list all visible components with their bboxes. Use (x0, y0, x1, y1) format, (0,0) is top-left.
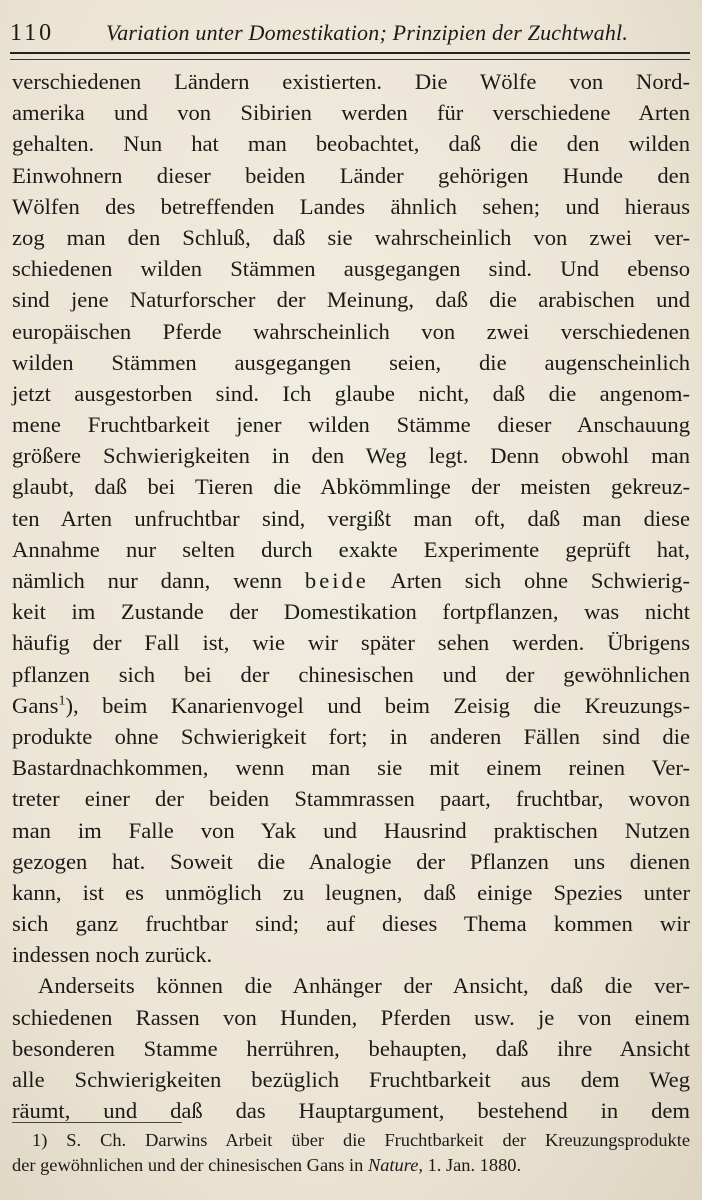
chapter-title: Variation unter Domestikation; Prinzipien der Zuchtwahl. (106, 20, 629, 45)
text-line: sind jene Naturforscher der Meinung, daß die arabischen und (12, 287, 690, 313)
text-run: nämlich nur dann, wenn (12, 568, 305, 593)
text-line: häufig der Fall ist, wie wir später sehen werden. Übrigens (12, 630, 690, 656)
text-run: ), beim Kanarienvogel und beim Zeisig die Kreuzungs- (65, 692, 690, 718)
text-run: 1. Jan. 1880. (422, 1155, 522, 1175)
text-line: man im Falle von Yak und Hausrind praktischen Nutzen (12, 817, 690, 843)
text-line: produkte ohne Schwierigkeit fort; in anderen Fällen sind die (12, 723, 690, 749)
text-line: gezogen hat. Soweit die Analogie der Pflanzen uns dienen (12, 848, 690, 874)
text-line: räumt, und daß das Hauptargument, bestehend in dem (12, 1098, 690, 1124)
text-line: glaubt, daß bei Tieren die Abkömmlinge der meisten gekreuz- (12, 474, 690, 500)
text-line: wilden Stämmen ausgegangen seien, die augenscheinlich (12, 349, 690, 375)
text-line: Wölfen des betreffenden Landes ähnlich sehen; und hieraus (12, 193, 690, 219)
journal-title: Nature, (367, 1155, 423, 1175)
text-line: kann, ist es unmöglich zu leugnen, daß einige Spezies unter (12, 879, 690, 905)
text-line: europäischen Pferde wahrscheinlich von zwei verschiedenen (12, 318, 690, 344)
text-run: Arten sich ohne Schwierig- (368, 568, 690, 593)
text-line: mene Fruchtbarkeit jener wilden Stämme dieser Anschauung (12, 412, 690, 438)
text-line: alle Schwierigkeiten bezüglich Fruchtbarkeit aus dem Weg (12, 1067, 690, 1092)
text-run: der gewöhnlichen und der chinesischen Gans in (12, 1155, 368, 1175)
text-run: Gans (12, 692, 59, 718)
text-line: Bastardnachkommen, wenn man sie mit einem reinen Ver- (12, 755, 690, 781)
paragraph (12, 66, 690, 970)
text-line: ten Arten unfruchtbar sind, vergißt man oft, daß man diese (12, 505, 690, 531)
text-line: schiedenen Rassen von Hunden, Pferden usw. je von einem (12, 1004, 690, 1030)
footnote (12, 1128, 690, 1178)
text-line: amerika und von Sibirien werden für verschiedene Arten (12, 100, 690, 126)
text-line: Anderseits können die Anhänger der Ansicht, daß die ver- (38, 973, 690, 999)
text-line (12, 690, 690, 721)
paragraph (12, 970, 690, 1126)
footnote-rule (12, 1122, 182, 1123)
page-number: 110 (10, 20, 55, 46)
text-line: schiedenen wilden Stämmen ausgegangen sind. Und ebenso (12, 256, 690, 282)
text-line: indessen noch zurück. (12, 942, 213, 968)
text-line: jetzt ausgestorben sind. Ich glaube nicht, daß die angenom- (12, 380, 690, 406)
text-line: sich ganz fruchtbar sind; auf dieses Thema kommen wir (12, 911, 690, 937)
text-line: treter einer der beiden Stammrassen paart, fruchtbar, wovon (12, 786, 690, 812)
text-line: verschiedenen Ländern existierten. Die Wölfe von Nord- (12, 69, 690, 94)
running-head (10, 16, 690, 50)
footnote-line (12, 1153, 690, 1178)
text-line: keit im Zustande der Domestikation fortpflanzen, was nicht (12, 599, 690, 625)
body-text (12, 66, 690, 1126)
text-line: größere Schwierigkeiten in den Weg legt. Denn obwohl man (12, 443, 690, 469)
footnote-reference[interactable]: 1 (58, 693, 66, 709)
text-line (12, 565, 690, 596)
text-line: zog man den Schluß, daß sie wahrscheinlich von zwei ver- (12, 224, 690, 250)
text-line: pflanzen sich bei der chinesischen und der gewöhnlichen (12, 661, 690, 687)
text-line: Annahme nur selten durch exakte Experimente geprüft hat, (12, 536, 690, 562)
header-double-rule (10, 52, 690, 60)
emphasized-word: beide (304, 568, 369, 593)
text-line: besonderen Stamme herrühren, behaupten, daß ihre Ansicht (12, 1035, 690, 1061)
text-line: gehalten. Nun hat man beobachtet, daß die den wilden (12, 131, 690, 157)
footnote-line: 1) S. Ch. Darwins Arbeit über die Fruchtbarkeit der Kreuzungsprodukte (32, 1130, 690, 1150)
text-line: Einwohnern dieser beiden Länder gehörigen Hunde den (12, 162, 690, 188)
